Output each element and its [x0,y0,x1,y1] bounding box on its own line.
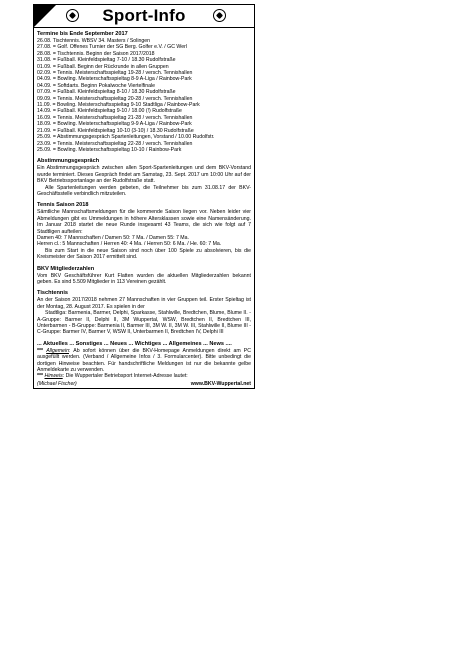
termin-item: 04.09. = Bowling. Meisterschaftsspieltag 8-9 A-Liga / Rainbow-Park [37,76,192,83]
news-list [37,348,251,380]
termin-item: 26.08. Tischtennis. WBSV 34. Masters / Solingen [37,38,151,44]
mitglieder-paragraph: Vom BKV Geschäftsführer Kurt Flatten wurden die aktuellen Mitgliederzahlen bekannt geben. Es sind 5.509 Mitglieder in 113 Vereinen gezählt. [37,272,251,285]
section-title-tennis: Tennis Saison 2018 [37,202,89,209]
soccer-ball-icon [213,9,226,22]
news-item [37,348,251,374]
news-marker: *** [37,373,44,380]
termin-item: 01.09. = Fußball. Beginn der Rückrunde in allen Gruppen [37,63,169,70]
termin-item: 31.08. = Fußball. Kleinfeldspieltag 7-10 / 18.30 Rudolfstraße [37,57,176,64]
section-title-news: ... Aktuelles ... Sonstiges ... Neues ... Wichtiges ... Allgemeines ... News .... [37,340,232,347]
sport-info-article [33,4,255,389]
abstimmung-paragraph: Alle Spartenleitungen werden gebeten, die Teilnehmer bis zum 31.08.17 der BKV-Geschäftsstelle verbindlich mitzuteilen. [37,184,251,197]
termin-item: 27.08. = Golf. Offenes Turnier der SG Berg. Golfer e.V. / GC Werl [37,44,187,51]
termin-item: 02.09. = Tennis. Meisterschaftsspieltag 19-28 / versch. Tennishallen [37,70,193,77]
termin-item: 07.09. = Fußball. Kleinfeldspieltag 8-10 / 18.30 Rudolfstraße [37,89,176,96]
termin-item: 25.09. = Abstimmungsgespräch Spartenleitungen, Vorstand / 10.00 Rudolfstr. [37,134,215,141]
tennis-paragraph: Sämtliche Mannschaftsmeldungen für die kommende Saison liegen vor. Neben leider vier Abmeldungen gibt es Ummeldungen in höhere Altersklassen sowie eine Namensänderung. Im Januar 2018 startet die neue Runde insgesamt 43 Teams, die sich wie folgt auf 7 Stadtligen aufteilen: [37,209,251,235]
news-marker: *** [37,347,44,354]
tennis-paragraph: Bis zum Start in die neue Saison sind noch über 100 Spiele zu absolvieren, bis die Kreismeister der Saison 2017 ermittelt sind. [37,247,251,261]
termin-item: 25.09. = Bowling. Meisterschaftsspieltag 10-10 / Rainbow-Park [37,146,182,153]
author-credit: (Michael Fischer) [37,380,77,387]
termin-item: 11.09. = Bowling. Meisterschaftsspieltag 9-10 Stadtliga / Rainbow-Park [37,102,200,109]
termine-list [37,38,251,153]
soccer-ball-icon [66,9,79,22]
article-footer [37,381,251,388]
termin-item: 18.09. = Bowling. Meisterschaftsspieltag 9-9 A-Liga / Rainbow-Park [37,121,192,128]
section-title-abstimmung: Abstimmungsgespräch [37,158,100,165]
tennis-teams-line: Damen 40: 7 Mannschaften / Damen 50: 7 Ma. / Damen 55: 7 Ma. [37,234,189,241]
news-text: : Die Wuppertaler Betriebsport Internet-Adresse lautet: [62,373,188,380]
termin-item: 04.09. = Softdarts. Beginn Pokalwoche Viertelfinale [37,82,155,89]
news-label: Hinweis [44,373,63,380]
tischtennis-paragraph: An der Saison 2017/2018 nehmen 27 Mannschaften in vier Gruppen teil. Erster Spieltag ist der Montag, 28. August 2017. Es spielen in der [37,297,251,310]
tennis-teams-line: Herren cl.: 5 Mannschaften / Herren 40: 4 Ma. / Herren 50: 6 Ma. / He. 60: 7 Ma. [37,241,222,248]
article-header [34,5,254,28]
termin-item: 09.09. = Tennis. Meisterschaftsspieltag 20-28 / versch. Tennishallen [37,95,193,102]
news-item [37,373,251,379]
termin-item: 16.09. = Tennis. Meisterschaftsspieltag 21-28 / versch. Tennishallen [37,114,193,121]
abstimmung-paragraph: Ein Abstimmungsgespräch zwischen allen Sport-Spartenleitungen und dem BKV-Vorstand wurde terminiert. Dieses Gespräch findet am Samstag, 23. Sept. 2017 um 10:00 Uhr auf der BKV Betriebssportanlage an der Rudolfstraße statt. [37,165,251,185]
termin-item: 14.09. = Fußball. Kleinfeldspieltag 9-10 / 18.00 (!) Rudolfstraße [37,108,182,115]
article-title: Sport-Info [102,6,186,25]
section-title-mitglieder: BKV Mitgliederzahlen [37,265,95,272]
termin-item: 23.09. = Tennis. Meisterschaftsspieltag 22-28 / versch. Tennishallen [37,140,193,147]
termin-item: 28.08. = Tischtennis. Beginn der Saison 2017/2018 [37,50,155,57]
news-text: : Ab sofort können über die BKV-Homepage Anmeldungen direkt am PC ausgefüllt werden. (Verband / Allgemeine Infos / 3. Formularcenter). Bitte unbedingt die dortigen Hinweise beachten. Für handschriftliche Meldungen ist nur die bekannte gelbe Anmeldekarte zu verwenden. [37,347,251,374]
termin-item: 21.09. = Fußball. Kleinfeldspieltag 10-10 (3-10) / 18.30 Rudolfstraße [37,127,194,134]
section-title-termine: Termine bis Ende September 2017 [37,31,128,37]
article-body [34,28,254,388]
section-title-tischtennis: Tischtennis [37,290,68,297]
tischtennis-groups: Stadtliga: Barmenia, Barmer, Delphi, Sparkasse, Stahlwille, Bredtchen, Blume, Blume II. - A-Gruppe: Barmer II, Delphi II, 3M Wuppertal, WSW, Bredtchen II, Bredtchen III, Unterbarmen - B-Gruppe: Barmenia II, Barmer III, 3M W. II, 3M W. III, Stahlwille II, Blume III - C-Gruppe: Barmer IV, Barmer V, WSW II, Unterbarmen II, Bredtchen IV, Delphi III [37,310,251,336]
website-link[interactable]: www.BKV-Wuppertal.net [190,380,251,387]
corner-triangle-decoration [34,5,56,27]
news-label: Allgemein [46,347,69,354]
